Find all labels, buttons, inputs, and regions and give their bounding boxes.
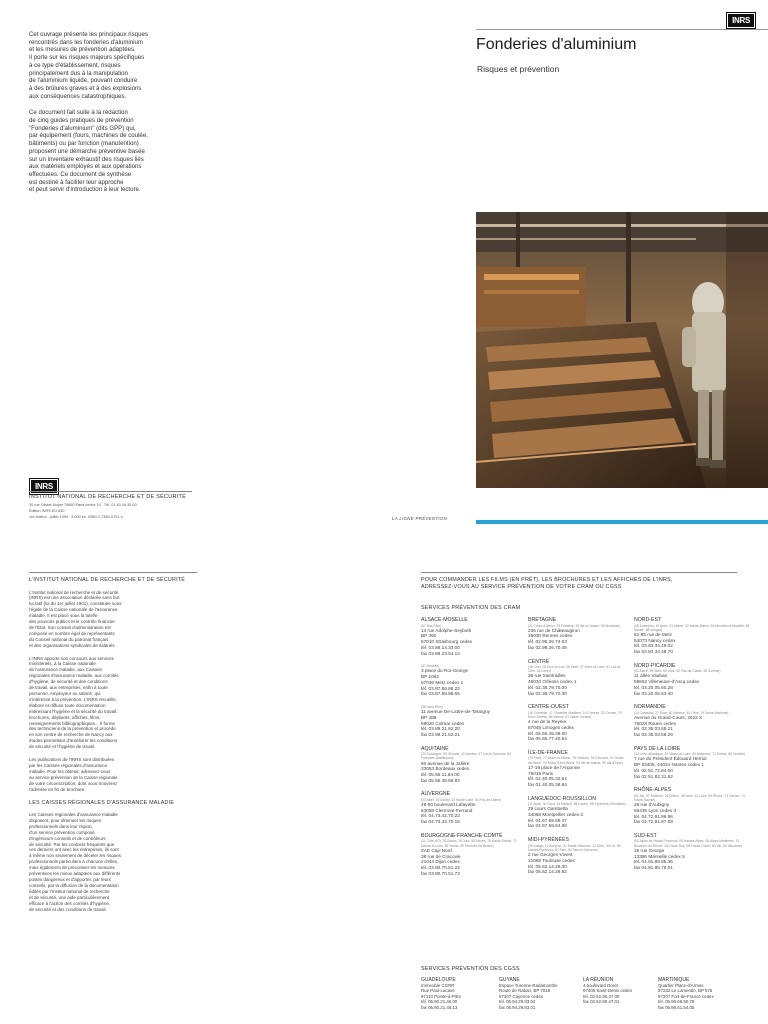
collection-accent-bar	[476, 520, 768, 524]
cram-services-heading: SERVICES PRÉVENTION DES CRAM	[421, 605, 521, 611]
cram-depts: (68 Haut-Rhin)	[421, 704, 443, 709]
cram-name: AUVERGNE	[421, 791, 451, 798]
intro-paragraph-1: Cet ouvrage présente les principaux risques rencontrés dans les fonderies d'aluminium et les mesures de prévention adaptées. Il porte sur les risques majeurs spécifiques à ce type d'établissement, risques principalement dus à la manipulation de l'aluminium liquide, pouvant conduire à des brûlures graves et à des explosions aux conséquences catastrophiques.	[29, 31, 148, 100]
cram-entry	[421, 617, 521, 656]
cram-column-1	[421, 617, 521, 884]
cram-entry	[421, 791, 521, 825]
cgss-address: Quartier Place-d'Armes 97232 Le Lamentin, BP 576 97207 Fort-de-France cedex tél. 05.96.66.50.79 fax 05.96.51.54.00	[658, 983, 714, 1010]
cram-address: 4 rue de la Reynie 87048 Limoges cedex tél. 05.55.45.39.00 fax 05.55.77.40.64	[528, 719, 574, 742]
cram-address: 35 rue George 13386 Marseille cedex 5 tél. 04.91.85.85.36 fax 04.91.85.79.01	[634, 847, 685, 870]
cgss-entry	[658, 977, 758, 1010]
cram-depts: (21 Côte-d'Or, 25 Doubs, 39 Jura, 58 Nièvre, 70 Haute-Saône, 71 Saône-et-Loire, 89 Yonne, 90 Territoire de Belfort)	[421, 839, 517, 848]
cram-depts: (24 Dordogne, 33 Gironde, 40 Landes, 47 Lot-et-Garonne, 64 Pyrénées-Atlantiques)	[421, 752, 511, 761]
cram-depts: (04 Alpes-de-Haute-Provence, 05 Hautes-Alpes, 06 Alpes-Maritimes, 13 Bouches-du-Rhône, 2A Corse Sud, 2B Haute-Corse, 83 Var, 84 Vaucluse)	[634, 839, 743, 848]
cram-entry	[528, 796, 628, 830]
cram-name: NORD-PICARDIE	[634, 662, 676, 669]
cram-address: 48-50 boulevard Lafayette 63058 Clermont-Ferrand tél. 04.73.42.70.22 fax 04.73.42.70.15	[421, 802, 476, 825]
back-right-rule	[421, 572, 737, 573]
cram-address: 3 place du Roi-George BP 1062 57036 Metz cedex 1 tél. 03.87.66.86.22 fax 03.87.55.98.65	[421, 668, 469, 697]
cram-address: 81-85 rue de Metz 54073 Nancy cedex tél. 03.83.34.49.02 fax 03.83.34.48.70	[634, 631, 676, 655]
cram-entry	[634, 787, 752, 825]
cgss-entry	[583, 977, 655, 1005]
cram-name: CENTRE-OUEST	[528, 704, 569, 711]
cram-name: CENTRE	[528, 658, 550, 665]
cram-depts: (18 Cher, 28 Eure-et-Loir, 36 Indre, 37 Indre-et-Loire, 41 Loir-et-Cher, 45 Loiret)	[528, 665, 622, 674]
cram-name: MIDI-PYRÉNÉES	[528, 837, 569, 844]
cram-depts: (67 Bas-Rhin)	[421, 623, 442, 628]
cram-address: 80 avenue de la Jallère 33053 Bordeaux cedex tél. 05.56.11.64.00 fax 05.56.39.55.93	[421, 760, 470, 783]
cram-address: 36 rue Xaintrailles 45033 Orléans cedex 1 tél. 02.38.79.70.00 fax 02.38.79.70.30	[528, 673, 577, 696]
intro-paragraph-2: Ce document fait suite à la rédaction de cinq guides pratiques de prévention "Fonderies d'aluminium" (dits GPP) qui, par équipement (fours, machines de coulée, bâtiments) ou par fonction (manutention) proposent une démarche préventive basée sur un inventaire exhaustif des risques liés aux matériels employés et aux opérations effectuées. Ce document de synthèse est destiné à faciliter leur approche et peut servir d'introduction à leur lecture.	[29, 109, 148, 194]
cram-depts: (22 Côtes-d'Armor, 29 Finistère, 35 Ille-et-Vilaine, 56 Morbihan)	[528, 623, 621, 628]
cram-depts: (44 Loire-Atlantique, 49 Maine-et-Loire, 53 Mayenne, 72 Sarthe, 85 Vendée)	[634, 752, 746, 757]
cram-depts: (03 Allier, 15 Cantal, 43 Haute-Loire, 63 Puy-de-Dôme)	[421, 797, 502, 802]
cram-entry	[634, 617, 752, 655]
cram-entry	[421, 833, 521, 876]
cover-logo: INRS	[728, 14, 754, 27]
cram-entry	[634, 746, 752, 780]
cgss-services-heading: SERVICES PRÉVENTION DES CGSS	[421, 966, 520, 972]
cram-name: PAYS DE LA LOIRE	[634, 745, 681, 752]
cram-address: 7 rue du Président Édouard Herriot BP 93405, 44034 Nantes cedex 1 tél. 02.51.72.84.00 fax 02.51.82.31.62	[634, 756, 707, 779]
publisher-name: INSTITUT NATIONAL DE RECHERCHE ET DE SÉCURITÉ	[29, 494, 187, 500]
inrs-heading: L'INSTITUT NATIONAL DE RECHERCHE ET DE SÉCURITÉ	[29, 577, 186, 583]
cram-entry	[421, 705, 521, 738]
cram-heading: LES CAISSES RÉGIONALES D'ASSURANCE MALADIE	[29, 799, 175, 806]
cover-title: Fonderies d'aluminium	[476, 36, 637, 53]
publisher-logo: INRS	[31, 480, 57, 493]
foundry-photo	[476, 212, 768, 488]
cram-address: 14 rue Adolphe-Seyboth BP 392 67010 Strasbourg cedex tél. 03.88.14.33.00 fax 03.88.23.54.13	[421, 627, 473, 656]
cram-name: RHÔNE-ALPES	[634, 787, 672, 794]
cram-name: ALSACE-MOSELLE	[421, 617, 468, 623]
cgss-name: GUYANE	[499, 977, 520, 983]
order-heading: POUR COMMANDER LES FILMS (EN PRÊT), LES BROCHURES ET LES AFFICHES DE L'INRS, ADRESSEZ-VOUS AU SERVICE PRÉVENTION DE VOTRE CRAM OU CGSS	[421, 577, 673, 590]
cram-depts: (11 Aude, 30 Gard, 34 Hérault, 48 Lozère, 66 Pyrénées-Orientales)	[528, 802, 626, 807]
cgss-entry	[499, 977, 581, 1010]
cram-entry	[421, 746, 521, 784]
collection-label: LA LIGNE PRÉVENTION	[392, 516, 448, 521]
cgss-address: Espace Turenne-Radamonthe Route de Raban, BP 7015 97307 Cayenne cedex tél. 05.94.29.83.04 fax 05.94.29.83.01	[499, 983, 558, 1010]
cram-entry	[528, 837, 628, 875]
cram-column-3	[634, 617, 752, 879]
cgss-name: LA RÉUNION	[583, 977, 614, 983]
cram-depts: (02 Aisne, 59 Nord, 60 Oise, 62 Pas-de-Calais, 80 Somme)	[634, 669, 721, 674]
cram-entry	[528, 704, 628, 742]
cgss-name: GUADELOUPE	[421, 977, 456, 983]
publisher-legal: 1re édition . juillet 1999 . 5 000 ex. ISBN 2-7389-0791-4	[29, 515, 123, 519]
cram-depts: (01 Ain, 07 Ardèche, 26 Drôme, 38 Isère, 42 Loire, 69 Rhône, 73 Savoie, 74 Haute-Savoie)	[634, 793, 745, 802]
cram-entry	[528, 659, 628, 697]
back-left-column	[29, 577, 199, 919]
cram-depts: (09 Ariège, 12 Aveyron, 31 Haute-Garonne, 32 Gers, 46 Lot, 65 Hautes-Pyrénées, 81 Tarn, 82 Tarn-et-Garonne)	[528, 843, 621, 852]
cram-name: BRETAGNE	[528, 617, 557, 623]
cram-address: ZAE Cap-Nord 38 rue de Cracovie 21044 Dijon cedex tél. 03.80.70.51.22 fax 03.80.70.51.73	[421, 847, 461, 876]
publisher-address: 30 rue Olivier-Noyer 75680 Paris cedex 14 . Tél. 01 40 44 30 00	[29, 503, 137, 507]
cram-entry	[634, 704, 752, 738]
cram-address: Avenue du Grand-Cours, 2022 X 76028 Rouen cedex tél. 02.35.03.58.21 fax 02.35.03.58.29	[634, 714, 703, 738]
cram-column-2	[528, 617, 628, 883]
inrs-paragraph-1: L'Institut national de recherche et de sécurité (INRS) est une association déclarée sans but lucratif (loi du 1er juillet 1901), constituée sous l'égide de la Caisse nationale de l'assurance maladie. Il est placé sous la tutelle des pouvoirs publics et le contrôle financier de l'État. Son conseil d'administration est composé en nombre égal de représentants du Conseil national du patronat français et des organisations syndicales de salariés.	[29, 589, 122, 648]
foundry-photo-illustration	[476, 212, 768, 488]
cgss-address: Immeuble CGRR Rue Paul-Lacavé 97110 Pointe-à-Pitre tél. 05.90.21.46.00 fax 05.90.21.46.13	[421, 983, 461, 1010]
back-left-rule	[29, 572, 197, 573]
cgss-name: MARTINIQUE	[658, 977, 690, 983]
cram-address: 26 rue d'Aubigny 69436 Lyon cedex 3 tél. 04.72.91.96.96 fax 04.72.91.97.09	[634, 802, 677, 825]
cram-depts: (75 Paris, 77 Seine-et-Marne, 78 Yvelines, 91 Essonne, 92 Hauts-de-Seine, 93 Seine-Saint-Denis, 94 Val-de-Marne, 95 Val-d'Oise)	[528, 756, 625, 765]
cram-address: 236 rue de Châteaugiron 35030 Rennes cedex tél. 02.99.26.74.63 fax 02.99.26.70.48	[528, 627, 580, 650]
cram-address: 29 cours Gambetta 34068 Montpellier cedex 2 tél. 04.67.69.69.47 fax 04.67.69.64.98	[528, 806, 583, 829]
cgss-entry	[421, 977, 501, 1010]
cram-depts: (08 Ardennes, 10 Aube, 51 Marne, 52 Haute-Marne, 54 Meurthe-et-Moselle, 55 Meuse, 88 Vosges)	[634, 623, 750, 632]
cram-depts: (14 Calvados, 27 Eure, 50 Manche, 61 Orne, 76 Seine-Maritime)	[634, 710, 729, 715]
cram-entry	[528, 750, 628, 788]
publisher-rule	[29, 491, 192, 492]
cram-entry	[634, 663, 752, 697]
cover-subtitle: Risques et prévention	[477, 64, 560, 74]
cram-address: 11 allée Vauban 59662 Villeneuve-d'Ascq cedex tél. 03.20.05.60.28 fax 03.20.05.63.40	[634, 673, 700, 696]
cram-address: 11 avenue De-Lattre-de-Tassigny BP 488 68020 Colmar cedex tél. 03.89.21.62.20 fax 03.89.21.62.21	[421, 709, 490, 737]
inrs-paragraph-3: Les publications de l'INRS sont distribuées par les Caisses régionales d'assurance maladie. Pour les obtenir, adressez-vous au service prévention de la Caisse régionale de votre circonscription, dont vous trouverez l'adresse en fin de brochure.	[29, 757, 118, 792]
inrs-paragraph-2: L'INRS apporte son concours aux services ministériels, à la Caisse nationale de l'assurance maladie, aux Caisses régionales d'assurance maladie, aux comités d'hygiène, de sécurité et des conditions de travail, aux entreprises, enfin à toute personne, employeur ou salarié, qui s'intéresse à la prévention. L'INRS recueille, élabore et diffuse toute documentation intéressant l'hygiène et la sécurité du travail : brochures, dépliants, affiches, films, renseignements bibliographiques... Il forme des techniciens de la prévention et procède en son centre de recherche de Nancy aux études permettant d'améliorer les conditions de sécurité et l'hygiène de travail.	[29, 655, 119, 750]
cram-depts: (16 Charente, 17 Charente-Maritime, 19 Corrèze, 23 Creuse, 79 Deux-Sèvres, 86 Vienne, 87 Haute-Vienne)	[528, 710, 622, 719]
cram-depts: (57 Moselle)	[421, 664, 440, 669]
publisher-edition: Édition INRS ED 830	[29, 509, 65, 513]
cram-address: 2 rue Georges-Vivent 31065 Toulouse cedex tél. 05.62.14.29.30 fax 05.62.14.26.92	[528, 852, 575, 875]
cram-name: LANGUEDOC-ROUSSILLON	[528, 795, 597, 802]
cram-name: AQUITAINE	[421, 745, 449, 752]
cram-address: 17-19 place de l'Argonne 75019 Paris tél. 01.40.05.32.64 fax 01.40.05.38.84	[528, 764, 580, 787]
cram-entry	[421, 664, 521, 697]
cgss-address: 4 boulevard Doret 97405 Saint-Denis cedex tél. 02.62.90.47.00 fax 02.62.90.47.01	[583, 983, 633, 1005]
cram-entry	[528, 617, 628, 651]
cram-name: SUD-EST	[634, 832, 657, 839]
intro-text	[29, 31, 229, 203]
cram-name: ÎLE-DE-FRANCE	[528, 749, 568, 756]
cram-paragraph: Les Caisses régionales d'assurance maladie disposent, pour diminuer les risques professionnels dans leur région, d'un service prévention composé d'ingénieurs-conseils et de contrôleurs de sécurité. Par les contacts fréquents que ces derniers ont avec les entreprises, ils sont à même non seulement de déceler les risques professionnels particuliers à chacune d'elles, mais également de préconiser les mesures préventives les mieux adaptées aux différents postes dangereux et d'apporter, par leurs conseils, par la diffusion de la documentation édités par l'Institut national de recherche et de sécurité, une aide particulièrement efficace à l'action des comités d'hygiène, de sécurité et des conditions de travail.	[29, 812, 122, 912]
cram-name: NORMANDIE	[634, 704, 666, 711]
cover-title-rule	[476, 29, 768, 30]
cram-name: BOURGOGNE-FRANCHE-COMTÉ	[421, 832, 503, 839]
cram-entry	[634, 833, 752, 871]
cram-name: NORD-EST	[634, 617, 662, 623]
